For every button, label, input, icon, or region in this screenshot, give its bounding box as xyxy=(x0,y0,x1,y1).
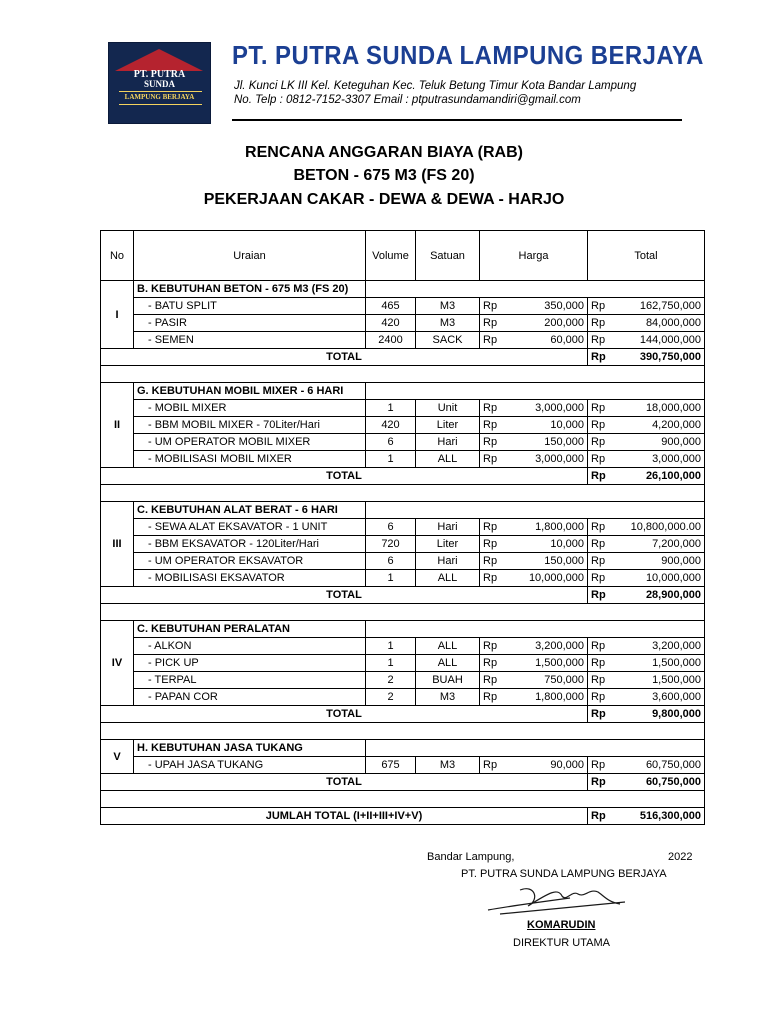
section-number: IV xyxy=(101,621,134,706)
section-heading-row xyxy=(101,281,705,298)
currency-label: Rp xyxy=(588,757,616,774)
currency-label: Rp xyxy=(588,315,616,332)
empty-cell xyxy=(366,502,705,519)
spacer-row xyxy=(101,791,705,808)
header-satuan: Satuan xyxy=(416,231,480,281)
section-total-row xyxy=(101,587,705,604)
item-total: 3,600,000 xyxy=(616,689,705,706)
logo-text-line-3: LAMPUNG BERJAYA xyxy=(124,93,195,101)
table-row xyxy=(101,689,705,706)
currency-label: Rp xyxy=(588,332,616,349)
item-unit: M3 xyxy=(416,315,480,332)
section-total-label: TOTAL xyxy=(101,349,588,366)
signature-year: 2022 xyxy=(668,851,693,863)
company-name: PT. PUTRA SUNDA LAMPUNG BERJAYA xyxy=(232,40,704,70)
section-heading-row xyxy=(101,740,705,757)
item-description: - ALKON xyxy=(134,638,366,655)
currency-label: Rp xyxy=(480,553,508,570)
item-price: 3,000,000 xyxy=(508,451,588,468)
table-row xyxy=(101,451,705,468)
item-price: 10,000 xyxy=(508,536,588,553)
section-total-label: TOTAL xyxy=(101,587,588,604)
item-description: - UM OPERATOR MOBIL MIXER xyxy=(134,434,366,451)
currency-label: Rp xyxy=(480,400,508,417)
item-total: 900,000 xyxy=(616,434,705,451)
item-unit: M3 xyxy=(416,298,480,315)
section-total-label: TOTAL xyxy=(101,468,588,485)
spacer-row xyxy=(101,485,705,502)
item-description: - PAPAN COR xyxy=(134,689,366,706)
item-volume: 2 xyxy=(366,689,416,706)
currency-label: Rp xyxy=(480,672,508,689)
logo-text-line-2: SUNDA xyxy=(143,79,175,89)
currency-label: Rp xyxy=(588,349,616,366)
currency-label: Rp xyxy=(588,689,616,706)
section-total-row xyxy=(101,468,705,485)
item-volume: 6 xyxy=(366,434,416,451)
grand-total-value: 516,300,000 xyxy=(616,808,705,825)
currency-label: Rp xyxy=(480,757,508,774)
item-volume: 420 xyxy=(366,315,416,332)
project-title-text: PEKERJAAN CAKAR - DEWA & DEWA - HARJO xyxy=(203,191,565,208)
item-description: - SEWA ALAT EKSAVATOR - 1 UNIT xyxy=(134,519,366,536)
section-heading: B. KEBUTUHAN BETON - 675 M3 (FS 20) xyxy=(134,281,366,298)
currency-label: Rp xyxy=(480,434,508,451)
logo-roof-shape xyxy=(115,49,203,71)
signatory-name: KOMARUDIN xyxy=(527,919,596,931)
item-volume: 420 xyxy=(366,417,416,434)
item-description: - BATU SPLIT xyxy=(134,298,366,315)
item-price: 150,000 xyxy=(508,553,588,570)
currency-label: Rp xyxy=(588,655,616,672)
item-total: 1,500,000 xyxy=(616,672,705,689)
item-description: - BBM MOBIL MIXER - 70Liter/Hari xyxy=(134,417,366,434)
currency-label: Rp xyxy=(480,417,508,434)
item-price: 3,200,000 xyxy=(508,638,588,655)
section-heading: G. KEBUTUHAN MOBIL MIXER - 6 HARI xyxy=(134,383,366,400)
item-unit: Unit xyxy=(416,400,480,417)
spacer-cell xyxy=(101,604,705,621)
item-total: 10,000,000 xyxy=(616,570,705,587)
item-total: 84,000,000 xyxy=(616,315,705,332)
empty-cell xyxy=(366,621,705,638)
currency-label: Rp xyxy=(588,468,616,485)
item-total: 900,000 xyxy=(616,553,705,570)
section-total-value: 390,750,000 xyxy=(616,349,705,366)
table-row xyxy=(101,553,705,570)
document-title xyxy=(0,144,768,162)
item-price: 350,000 xyxy=(508,298,588,315)
section-total-value: 28,900,000 xyxy=(616,587,705,604)
document-subtitle xyxy=(0,167,768,185)
spacer-row xyxy=(101,366,705,383)
item-unit: Hari xyxy=(416,553,480,570)
item-unit: Hari xyxy=(416,434,480,451)
item-price: 200,000 xyxy=(508,315,588,332)
item-description: - UM OPERATOR EKSAVATOR xyxy=(134,553,366,570)
item-price: 150,000 xyxy=(508,434,588,451)
item-volume: 6 xyxy=(366,519,416,536)
table-row xyxy=(101,655,705,672)
currency-label: Rp xyxy=(588,587,616,604)
table-row xyxy=(101,434,705,451)
currency-label: Rp xyxy=(588,570,616,587)
item-volume: 1 xyxy=(366,638,416,655)
empty-cell xyxy=(366,281,705,298)
table-row xyxy=(101,519,705,536)
section-number: II xyxy=(101,383,134,468)
item-description: - UPAH JASA TUKANG xyxy=(134,757,366,774)
spacer-cell xyxy=(101,485,705,502)
currency-label: Rp xyxy=(480,332,508,349)
item-unit: ALL xyxy=(416,570,480,587)
item-volume: 1 xyxy=(366,451,416,468)
grand-total-row xyxy=(101,808,705,825)
item-volume: 465 xyxy=(366,298,416,315)
currency-label: Rp xyxy=(588,400,616,417)
section-heading-row xyxy=(101,383,705,400)
section-heading: H. KEBUTUHAN JASA TUKANG xyxy=(134,740,366,757)
rab-table-body xyxy=(101,231,705,825)
signature-place: Bandar Lampung, xyxy=(427,851,515,863)
handwritten-signature xyxy=(480,880,630,920)
currency-label: Rp xyxy=(588,706,616,723)
item-unit: ALL xyxy=(416,655,480,672)
currency-label: Rp xyxy=(588,298,616,315)
currency-label: Rp xyxy=(480,519,508,536)
section-heading: C. KEBUTUHAN PERALATAN xyxy=(134,621,366,638)
item-description: - BBM EKSAVATOR - 120Liter/Hari xyxy=(134,536,366,553)
section-number: III xyxy=(101,502,134,587)
item-description: - MOBILISASI EKSAVATOR xyxy=(134,570,366,587)
section-number: V xyxy=(101,740,134,774)
company-logo xyxy=(108,42,211,124)
item-volume: 1 xyxy=(366,400,416,417)
empty-cell xyxy=(366,740,705,757)
item-total: 18,000,000 xyxy=(616,400,705,417)
item-total: 4,200,000 xyxy=(616,417,705,434)
item-unit: Liter xyxy=(416,417,480,434)
table-row xyxy=(101,672,705,689)
currency-label: Rp xyxy=(588,808,616,825)
table-row xyxy=(101,400,705,417)
currency-label: Rp xyxy=(588,434,616,451)
item-price: 1,800,000 xyxy=(508,689,588,706)
table-row xyxy=(101,638,705,655)
spacer-cell xyxy=(101,723,705,740)
item-unit: SACK xyxy=(416,332,480,349)
header-total: Total xyxy=(588,231,705,281)
currency-label: Rp xyxy=(588,553,616,570)
table-row xyxy=(101,757,705,774)
item-description: - SEMEN xyxy=(134,332,366,349)
item-volume: 720 xyxy=(366,536,416,553)
item-price: 3,000,000 xyxy=(508,400,588,417)
currency-label: Rp xyxy=(480,570,508,587)
item-total: 60,750,000 xyxy=(616,757,705,774)
currency-label: Rp xyxy=(588,519,616,536)
item-volume: 6 xyxy=(366,553,416,570)
item-total: 1,500,000 xyxy=(616,655,705,672)
spacer-cell xyxy=(101,366,705,383)
document-title-text: RENCANA ANGGARAN BIAYA (RAB) xyxy=(245,144,523,161)
currency-label: Rp xyxy=(588,672,616,689)
letterhead-divider xyxy=(232,119,682,121)
header-uraian: Uraian xyxy=(134,231,366,281)
currency-label: Rp xyxy=(588,774,616,791)
section-total-row xyxy=(101,349,705,366)
item-description: - TERPAL xyxy=(134,672,366,689)
grand-total-label: JUMLAH TOTAL (I+II+III+IV+V) xyxy=(101,808,588,825)
project-title xyxy=(0,191,768,209)
item-total: 162,750,000 xyxy=(616,298,705,315)
item-description: - PICK UP xyxy=(134,655,366,672)
item-unit: Liter xyxy=(416,536,480,553)
section-total-row xyxy=(101,706,705,723)
currency-label: Rp xyxy=(480,451,508,468)
currency-label: Rp xyxy=(480,655,508,672)
item-total: 3,000,000 xyxy=(616,451,705,468)
item-unit: ALL xyxy=(416,451,480,468)
currency-label: Rp xyxy=(480,315,508,332)
document-subtitle-text: BETON - 675 M3 (FS 20) xyxy=(293,167,475,184)
item-description: - PASIR xyxy=(134,315,366,332)
spacer-row xyxy=(101,604,705,621)
item-unit: M3 xyxy=(416,757,480,774)
header-no: No xyxy=(101,231,134,281)
section-total-value: 26,100,000 xyxy=(616,468,705,485)
section-heading-row xyxy=(101,621,705,638)
item-total: 144,000,000 xyxy=(616,332,705,349)
item-description: - MOBILISASI MOBIL MIXER xyxy=(134,451,366,468)
item-volume: 2400 xyxy=(366,332,416,349)
item-volume: 1 xyxy=(366,570,416,587)
section-heading-row xyxy=(101,502,705,519)
item-price: 1,500,000 xyxy=(508,655,588,672)
item-price: 10,000,000 xyxy=(508,570,588,587)
currency-label: Rp xyxy=(588,536,616,553)
currency-label: Rp xyxy=(480,689,508,706)
item-unit: ALL xyxy=(416,638,480,655)
logo-text-line-1: PT. PUTRA xyxy=(133,69,186,80)
company-contact: No. Telp : 0812-7152-3307 Email : ptputrasundamandiri@gmail.com xyxy=(234,94,581,106)
item-price: 1,800,000 xyxy=(508,519,588,536)
item-unit: Hari xyxy=(416,519,480,536)
table-row xyxy=(101,315,705,332)
section-total-row xyxy=(101,774,705,791)
item-unit: BUAH xyxy=(416,672,480,689)
item-volume: 1 xyxy=(366,655,416,672)
empty-cell xyxy=(366,383,705,400)
currency-label: Rp xyxy=(480,298,508,315)
item-price: 750,000 xyxy=(508,672,588,689)
section-heading: C. KEBUTUHAN ALAT BERAT - 6 HARI xyxy=(134,502,366,519)
item-volume: 675 xyxy=(366,757,416,774)
signature-company: PT. PUTRA SUNDA LAMPUNG BERJAYA xyxy=(461,868,667,880)
item-price: 60,000 xyxy=(508,332,588,349)
table-header-row xyxy=(101,231,705,281)
currency-label: Rp xyxy=(480,638,508,655)
table-row xyxy=(101,332,705,349)
item-price: 90,000 xyxy=(508,757,588,774)
rab-table xyxy=(100,230,705,825)
item-price: 10,000 xyxy=(508,417,588,434)
section-total-value: 9,800,000 xyxy=(616,706,705,723)
item-unit: M3 xyxy=(416,689,480,706)
currency-label: Rp xyxy=(588,638,616,655)
spacer-row xyxy=(101,723,705,740)
table-row xyxy=(101,536,705,553)
table-row xyxy=(101,570,705,587)
section-total-label: TOTAL xyxy=(101,706,588,723)
section-number: I xyxy=(101,281,134,349)
currency-label: Rp xyxy=(480,536,508,553)
item-total: 3,200,000 xyxy=(616,638,705,655)
header-harga: Harga xyxy=(480,231,588,281)
section-total-label: TOTAL xyxy=(101,774,588,791)
table-row xyxy=(101,417,705,434)
item-volume: 2 xyxy=(366,672,416,689)
currency-label: Rp xyxy=(588,451,616,468)
item-total: 7,200,000 xyxy=(616,536,705,553)
table-row xyxy=(101,298,705,315)
signatory-position: DIREKTUR UTAMA xyxy=(513,937,610,949)
header-volume: Volume xyxy=(366,231,416,281)
company-address: Jl. Kunci LK III Kel. Keteguhan Kec. Teluk Betung Timur Kota Bandar Lampung xyxy=(234,80,637,92)
item-total: 10,800,000.00 xyxy=(616,519,705,536)
item-description: - MOBIL MIXER xyxy=(134,400,366,417)
section-total-value: 60,750,000 xyxy=(616,774,705,791)
spacer-cell xyxy=(101,791,705,808)
currency-label: Rp xyxy=(588,417,616,434)
